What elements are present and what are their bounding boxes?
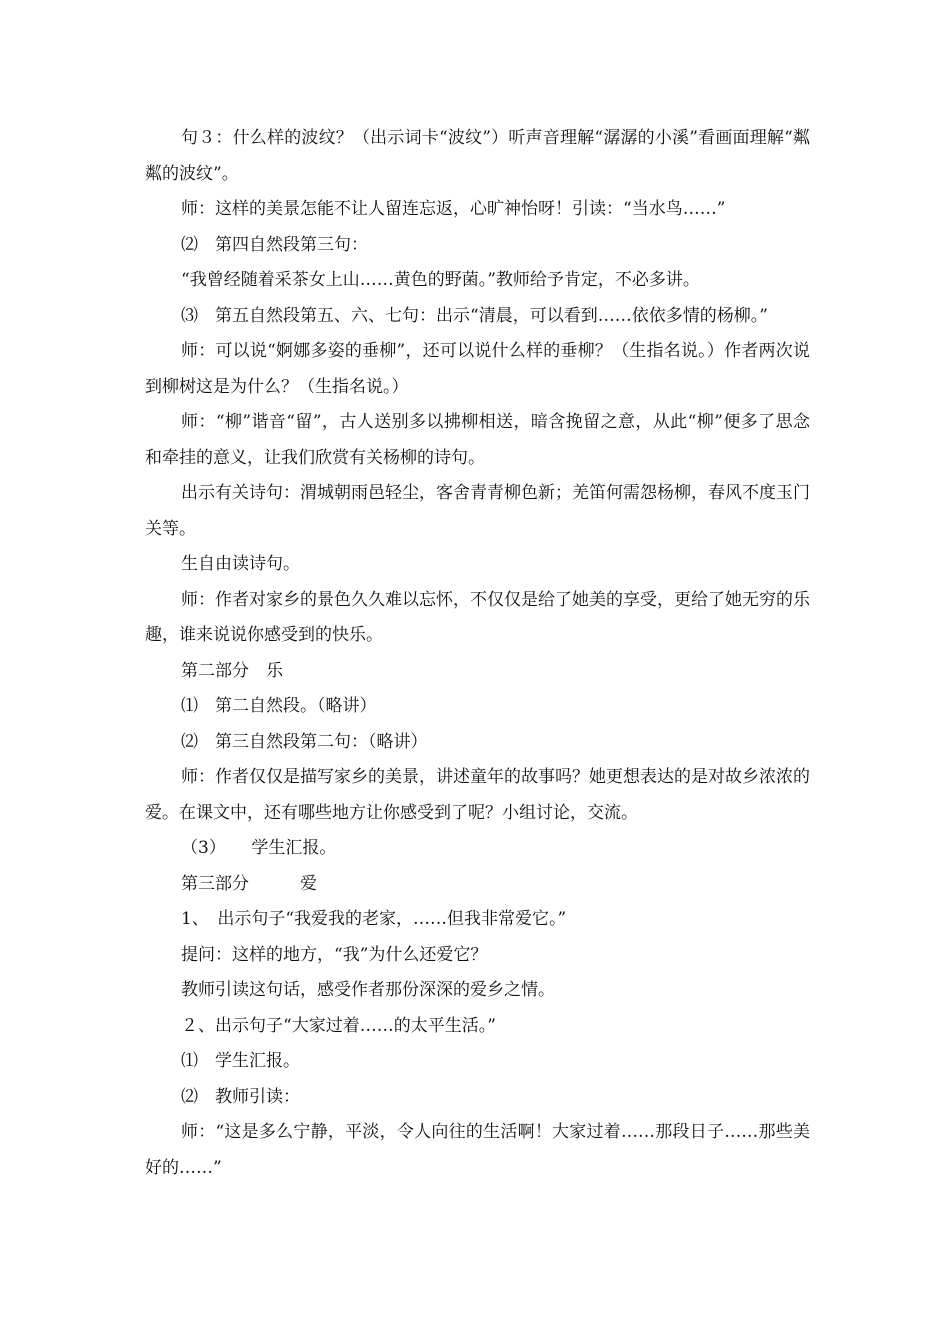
paragraph-teacher-lead-read: 师：这样的美景怎能不让人留连忘返，心旷神怡呀！引读：“当水鸟……” (181, 199, 726, 219)
paragraph-item-2-heading: ⑵ 第四自然段第三句： (181, 234, 368, 255)
paragraph-item-3-willow: ⑶ 第五自然段第五、六、七句：出示“清晨，可以看到……依依多情的杨柳。” (181, 305, 768, 326)
paragraph-teacher-willow-question: 师：可以说“婀娜多姿的垂柳”，还可以说什么样的垂柳？（生指名说。）作者两次说到柳树这是为什么？（生指名说。） (145, 341, 810, 397)
paragraph-part2-item-3: （3） 学生汇报。 (181, 838, 337, 858)
paragraph-sentence-3: 句３：什么样的波纹？（出示词卡“波纹”）听声音理解“潺潺的小溪”看画面理解“粼粼的波纹”。 (145, 128, 810, 184)
paragraph-poems: 出示有关诗句：渭城朝雨邑轻尘，客舍青青柳色新；羌笛何需怨杨柳，春风不度玉门关等。 (145, 483, 810, 539)
paragraph-part3-item-2: ２、出示句子“大家过着……的太平生活。” (181, 1015, 496, 1036)
paragraph-sub-item-1: ⑴ 学生汇报。 (181, 1051, 300, 1071)
paragraph-sub-item-2: ⑵ 教师引读： (181, 1086, 300, 1107)
paragraph-teacher-lead-love: 教师引读这句话，感受作者那份深深的爱乡之情。 (181, 980, 555, 1000)
section-heading-part-2: 第二部分 乐 (181, 660, 283, 681)
paragraph-teacher-peaceful-life: 师：“这是多么宁静，平淡，令人向往的生活啊！大家过着……那段日子……那些美好的……” (145, 1122, 810, 1178)
paragraph-teacher-joy: 师：作者对家乡的景色久久难以忘怀，不仅仅是给了她美的享受，更给了她无穷的乐趣，谁来说说你感受到的快乐。 (145, 589, 810, 645)
document-body (145, 121, 810, 1186)
paragraph-part2-item-1: ⑴ 第二自然段。（略讲） (181, 696, 377, 716)
paragraph-question: 提问：这样的地方，“我”为什么还爱它？ (181, 944, 488, 965)
paragraph-teacher-willow-meaning: 师：“柳”谐音“留”，古人送别多以拂柳相送，暗含挽留之意，从此“柳”便多了思念和牵挂的意义，让我们欣赏有关杨柳的诗句。 (145, 412, 810, 468)
section-heading-part-3: 第三部分 爱 (181, 873, 317, 894)
paragraph-part2-item-2: ⑵ 第三自然段第二句：（略讲） (181, 731, 428, 752)
paragraph-part3-item-1: 1、 出示句子“我爱我的老家，……但我非常爱它。” (181, 909, 567, 929)
paragraph-teacher-love-question: 师：作者仅仅是描写家乡的美景，讲述童年的故事吗？她更想表达的是对故乡浓浓的爱。在课文中，还有哪些地方让你感受到了呢？小组讨论，交流。 (145, 767, 810, 823)
paragraph-students-read: 生自由读诗句。 (181, 554, 300, 574)
paragraph-tea-picking-quote: “我曾经随着采茶女上山……黄色的野菌。”教师给予肯定，不必多讲。 (181, 270, 700, 290)
